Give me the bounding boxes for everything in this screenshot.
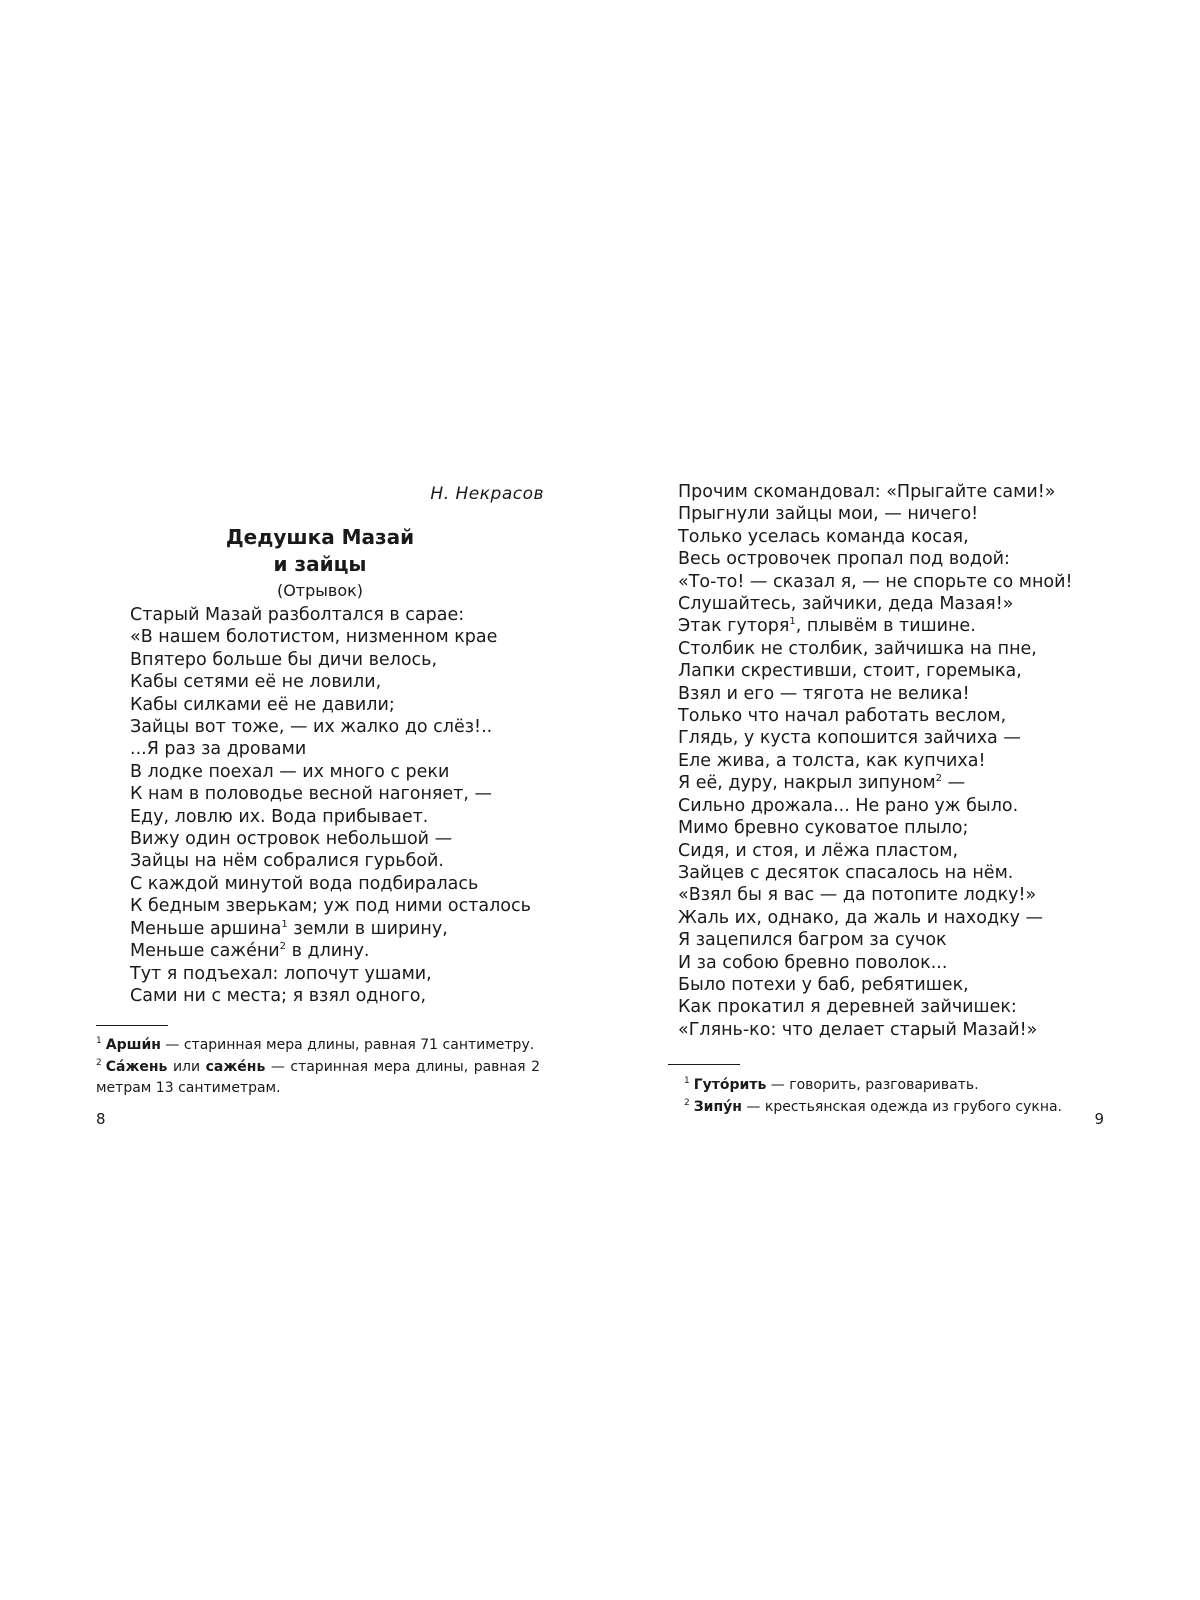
footnotes-right (684, 1075, 1104, 1118)
footnote-number: 2 (684, 1097, 690, 1108)
verse-line: Взял и его — тягота не велика! (678, 683, 970, 704)
verse-line: Столбик не столбик, зайчишка на пне, (678, 638, 1037, 659)
footnote (684, 1075, 1104, 1097)
verse-text: в длину. (286, 941, 370, 962)
page-number: 8 (96, 1110, 106, 1128)
footnote-text: или (167, 1058, 206, 1075)
footnote-number: 1 (96, 1036, 102, 1047)
verse-line (678, 772, 1073, 794)
verse-line: Вижу один островок небольшой — (130, 829, 453, 850)
verse-line: К бедным зверькам; уж под ними осталось (130, 896, 531, 917)
verse-text: Этак гуторя (678, 616, 790, 637)
footnote-term: Зипу́н (693, 1098, 742, 1115)
footnote (684, 1097, 1104, 1119)
verse-line: Сильно дрожала... Не рано уж было. (678, 795, 1019, 816)
verse-line: Как прокатил я деревней зайчишек: (678, 997, 1017, 1018)
footnote-divider (96, 1025, 168, 1026)
verse-line: В лодке поехал — их много с реки (130, 761, 450, 782)
poem-title-line: и зайцы (273, 552, 367, 576)
poem-subtitle: (Отрывок) (276, 581, 364, 600)
poem-title-line: Дедушка Мазай (225, 525, 415, 549)
verse-line: ...Я раз за дровами (130, 739, 307, 760)
verse-line: Лапки скрестивши, стоит, горемыка, (678, 661, 1022, 682)
verse-line: И за собою бревно поволок... (678, 952, 948, 973)
verse-line: Слушайтесь, зайчики, деда Мазая!» (678, 594, 1014, 615)
verse-line (130, 918, 531, 940)
poem-text-right (678, 481, 1073, 1041)
poem-title (96, 524, 544, 578)
verse-line: Еле жива, а толста, как купчиха! (678, 750, 986, 771)
verse-text: Меньше аршина (130, 918, 282, 939)
footnote-marker: 2 (279, 941, 287, 953)
footnote-text: — старинная мера длины, равная 71 сантиметру. (160, 1037, 535, 1053)
footnote-divider (668, 1064, 740, 1065)
verse-line: «Глянь-ко: что делает старый Мазай!» (678, 1019, 1038, 1040)
verse-line: Только уселась команда косая, (678, 526, 969, 547)
footnote-marker: 1 (789, 616, 796, 628)
verse-line: Прочим скомандовал: «Прыгайте сами!» (678, 482, 1056, 502)
footnote-number: 1 (684, 1076, 690, 1087)
verse-text: земли в ширину, (287, 918, 448, 939)
footnote (96, 1057, 540, 1100)
footnote-term: Гуто́рить (693, 1077, 767, 1093)
footnote-term: Са́жень (105, 1058, 168, 1075)
verse-line: К нам в половодье весной нагоняет, — (130, 784, 493, 805)
poem-text-left (130, 604, 531, 1007)
footnote-text: — старинная мера длины, равная 2 метрам 13 сантиметрам. (96, 1058, 541, 1096)
verse-line: Еду, ловлю их. Вода прибывает. (130, 806, 429, 827)
verse-line: Старый Мазай разболтался в сарае: (130, 605, 465, 625)
verse-line: Зайцы на нём собралися гурьбой. (130, 851, 444, 872)
verse-text: Меньше саже́ни (130, 941, 280, 962)
verse-line: С каждой минутой вода подбиралась (130, 873, 479, 894)
footnote-text: — крестьянская одежда из грубого сукна. (741, 1098, 1062, 1115)
verse-text: — (942, 773, 966, 794)
verse-line (130, 940, 531, 962)
footnote-marker: 2 (935, 773, 943, 785)
right-page (668, 0, 1104, 1600)
verse-line: «Взял бы я вас — да потопите лодку!» (678, 885, 1037, 906)
verse-line: «То-то! — сказал я, — не спорьте со мной! (678, 571, 1073, 592)
verse-line: Кабы силками её не давили; (130, 694, 395, 715)
left-page (96, 0, 544, 1600)
verse-line: Было потехи у баб, ребятишек, (678, 974, 969, 995)
verse-line: Я зацепился багром за сучок (678, 930, 947, 951)
page-number: 9 (1094, 1110, 1104, 1128)
author-name: Н. Некрасов (430, 484, 544, 504)
footnote-marker: 1 (281, 918, 288, 930)
footnote-number: 2 (96, 1057, 102, 1068)
verse-line: Сидя, и стоя, и лёжа пластом, (678, 840, 959, 861)
footnotes-left (96, 1035, 540, 1100)
verse-line: Весь островочек пропал под водой: (678, 549, 1010, 570)
verse-line: Прыгнули зайцы мои, — ничего! (678, 504, 979, 525)
footnote (96, 1035, 540, 1057)
footnote-text: — говорить, разговаривать. (766, 1077, 979, 1093)
verse-line: Зайцев с десяток спасалось на нём. (678, 862, 1014, 883)
verse-text: , плывём в тишине. (795, 616, 976, 637)
verse-line: «В нашем болотистом, низменном крае (130, 627, 498, 648)
verse-line: Сами ни с места; я взял одного, (130, 985, 427, 1006)
verse-line: Впятеро больше бы дичи велось, (130, 649, 438, 670)
verse-line: Мимо бревно суковатое плыло; (678, 818, 969, 839)
verse-line: Глядь, у куста копошится зайчиха — (678, 728, 1021, 749)
footnote-term: Арши́н (105, 1037, 161, 1053)
footnote-term: саже́нь (205, 1058, 266, 1075)
verse-line (678, 615, 1073, 637)
verse-line: Жаль их, однако, да жаль и находку — (678, 907, 1044, 928)
verse-line: Только что начал работать веслом, (678, 706, 1007, 727)
verse-line: Тут я подъехал: лопочут ушами, (130, 963, 432, 984)
verse-line: Кабы сетями её не ловили, (130, 672, 382, 693)
verse-text: Я её, дуру, накрыл зипуном (678, 773, 936, 794)
verse-line: Зайцы вот тоже, — их жалко до слёз!.. (130, 717, 493, 738)
